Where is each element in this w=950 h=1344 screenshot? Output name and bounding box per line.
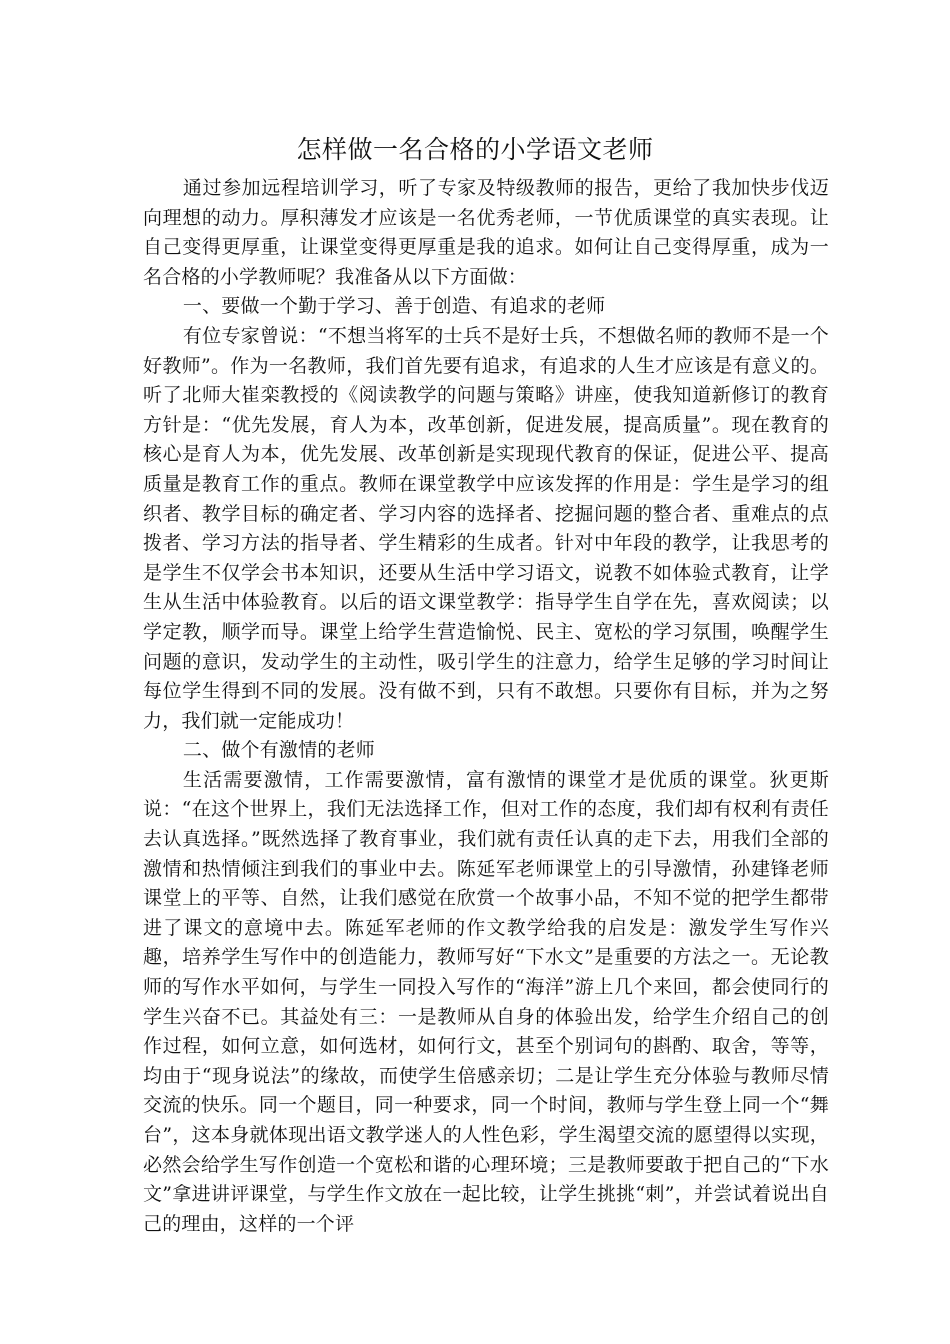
intro-paragraph: 通过参加远程培训学习，听了专家及特级教师的报告，更给了我加快步伐迈向理想的动力。厚积薄发才应该是一名优秀老师，一节优质课堂的真实表现。让自己变得更厚重，让课堂变得更厚重是我的追求。如何让自己变得厚重，成为一名合格的小学教师呢？我准备从以下方面做： (143, 177, 829, 288)
section-heading-1: 一、要做一个勤于学习、善于创造、有追求的老师 (182, 295, 606, 318)
section-2-paragraph: 生活需要激情，工作需要激情，富有激情的课堂才是优质的课堂。狄更斯说：“在这个世界上，我们无法选择工作，但对工作的态度，我们却有权利有责任去认真选择。”既然选择了教育事业，我们就有责任认真的走下去，用我们全部的激情和热情倾注到我们的事业中去。陈延军老师课堂上的引导激情，孙建锋老师课堂上的平等、自然，让我们感觉在欣赏一个故事小品，不知不觉的把学生都带进了课文的意境中去。陈延军老师的作文教学给我的启发是：激发学生写作兴趣，培养学生写作中的创造能力，教师写好“下水文”是重要的方法之一。无论教师的写作水平如何，与学生一同投入写作的“海洋”游上几个来回，都会使同行的学生兴奋不已。其益处有三：一是教师从自身的体验出发，给学生介绍自己的创作过程，如何立意，如何选材，如何行文，甚至个别词句的斟酌、取舍，等等，均由于“现身说法”的缘故，而使学生倍感亲切；二是让学生充分体验与教师尽情交流的快乐。同一个题目，同一种要求，同一个时间，教师与学生登上同一个“舞台”，这本身就体现出语文教学迷人的人性色彩，学生渴望交流的愿望得以实现，必然会给学生写作创造一个宽松和谐的心理环境；三是教师要敢于把自己的“下水文”拿进讲评课堂，与学生作文放在一起比较，让学生挑挑“刺”，并尝试着说出自己的理由，这样的一个评 (143, 768, 829, 1235)
document-body (143, 174, 829, 1239)
document-title: 怎样做一名合格的小学语文老师 (296, 135, 654, 164)
section-heading-2: 二、做个有激情的老师 (182, 739, 375, 762)
section-1-paragraph: 有位专家曾说：“不想当将军的士兵不是好士兵，不想做名师的教师不是一个好教师”。作为一名教师，我们首先要有追求，有追求的人生才应该是有意义的。听了北师大崔栾教授的《阅读教学的问题与策略》讲座，使我知道新修订的教育方针是：“优先发展，育人为本，改革创新，促进发展，提高质量”。现在教育的核心是育人为本，优先发展、改革创新是实现现代教育的保证，促进公平、提高质量是教育工作的重点。教师在课堂教学中应该发挥的作用是：学生是学习的组织者、教学目标的确定者、学习内容的选择者、挖掘问题的整合者、重难点的点拨者、学习方法的指导者、学生精彩的生成者。针对中年段的教学，让我思考的是学生不仅学会书本知识，还要从生活中学习语文，说教不如体验式教育，让学生从生活中体验教育。以后的语文课堂教学：指导学生自学在先，喜欢阅读；以学定教，顺学而导。课堂上给学生营造愉悦、民主、宽松的学习氛围，唤醒学生问题的意识，发动学生的主动性，吸引学生的注意力，给学生足够的学习时间让每位学生得到不同的发展。没有做不到，只有不敢想。只要你有目标，并为之努力，我们就一定能成功！ (143, 324, 829, 732)
